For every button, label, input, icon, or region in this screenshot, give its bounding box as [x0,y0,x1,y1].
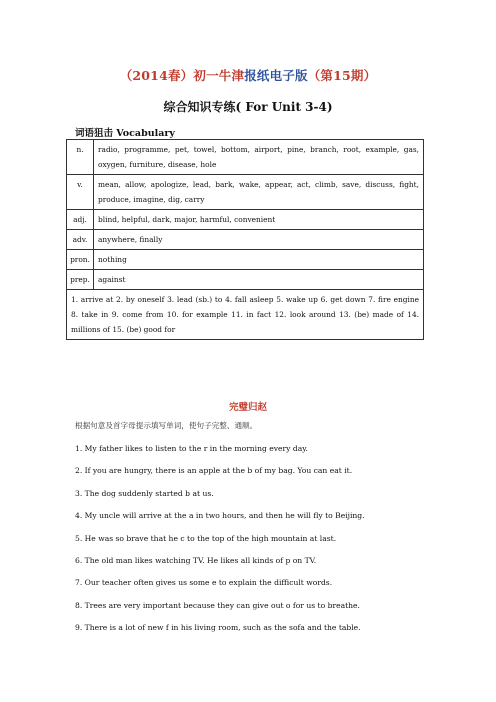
word-list-cell: against [94,270,424,290]
title-part-1: （2014春）初一牛津 [119,68,245,83]
word-list-cell: nothing [94,250,424,270]
part-of-speech-cell: v. [67,175,94,210]
part-of-speech-cell: adj. [67,210,94,230]
word-list-cell: radio, programme, pet, towel, bottom, airport, pine, branch, root, example, gas, oxygen, furniture, disease, hole [94,140,424,175]
question-item: 3. The dog suddenly started b at us. [75,488,214,498]
table-row [67,210,424,230]
table-row [67,140,424,175]
table-row [67,290,424,340]
word-list-cell: anywhere, finally [94,230,424,250]
table-row [67,230,424,250]
vocabulary-section-label: 词语狙击 Vocabulary [75,128,175,139]
table-row [67,175,424,210]
word-list-cell: blind, helpful, dark, major, harmful, convenient [94,210,424,230]
question-item: 5. He was so brave that he c to the top of the high mountain at last. [75,533,337,543]
page-title [0,66,496,84]
question-item: 4. My uncle will arrive at the a in two hours, and then he will fly to Beijing. [75,511,365,521]
question-item: 6. The old man likes watching TV. He likes all kinds of p on TV. [75,555,317,565]
phrases-cell: 1. arrive at 2. by oneself 3. lead (sb.) to 4. fall asleep 5. wake up 6. get down 7. fire engine 8. take in 9. come from 10. for example 11. in fact 12. look around 13. (be) made of 14. millions of 15. (be) good for [67,290,424,340]
table-row [67,270,424,290]
vocabulary-table [66,139,424,340]
page-subtitle: 综合知识专练( For Unit 3-4) [163,100,333,114]
question-item: 1. My father likes to listen to the r in the morning every day. [75,444,308,453]
table-row [67,250,424,270]
title-part-2: 报纸电子版 [244,68,308,83]
part-of-speech-cell: prep. [67,270,94,290]
question-item: 8. Trees are very important because they can give out o for us to breathe. [75,600,360,610]
fill-in-instructions: 根据句意及首字母提示填写单词，使句子完整、通顺。 [75,421,258,430]
fill-in-section-title: 完璧归赵 [228,402,267,413]
question-item: 9. There is a lot of new f in his living room, such as the sofa and the table. [75,623,361,633]
question-item: 7. Our teacher often gives us some e to explain the difficult words. [75,578,333,588]
title-part-3: （第15期） [307,68,377,83]
question-item: 2. If you are hungry, there is an apple at the b of my bag. You can eat it. [75,466,353,476]
part-of-speech-cell: n. [67,140,94,175]
word-list-cell: mean, allow, apologize, lead, bark, wake, appear, act, climb, save, discuss, fight, produce, imagine, dig, carry [94,175,424,210]
part-of-speech-cell: pron. [67,250,94,270]
question-list [75,444,435,646]
part-of-speech-cell: adv. [67,230,94,250]
